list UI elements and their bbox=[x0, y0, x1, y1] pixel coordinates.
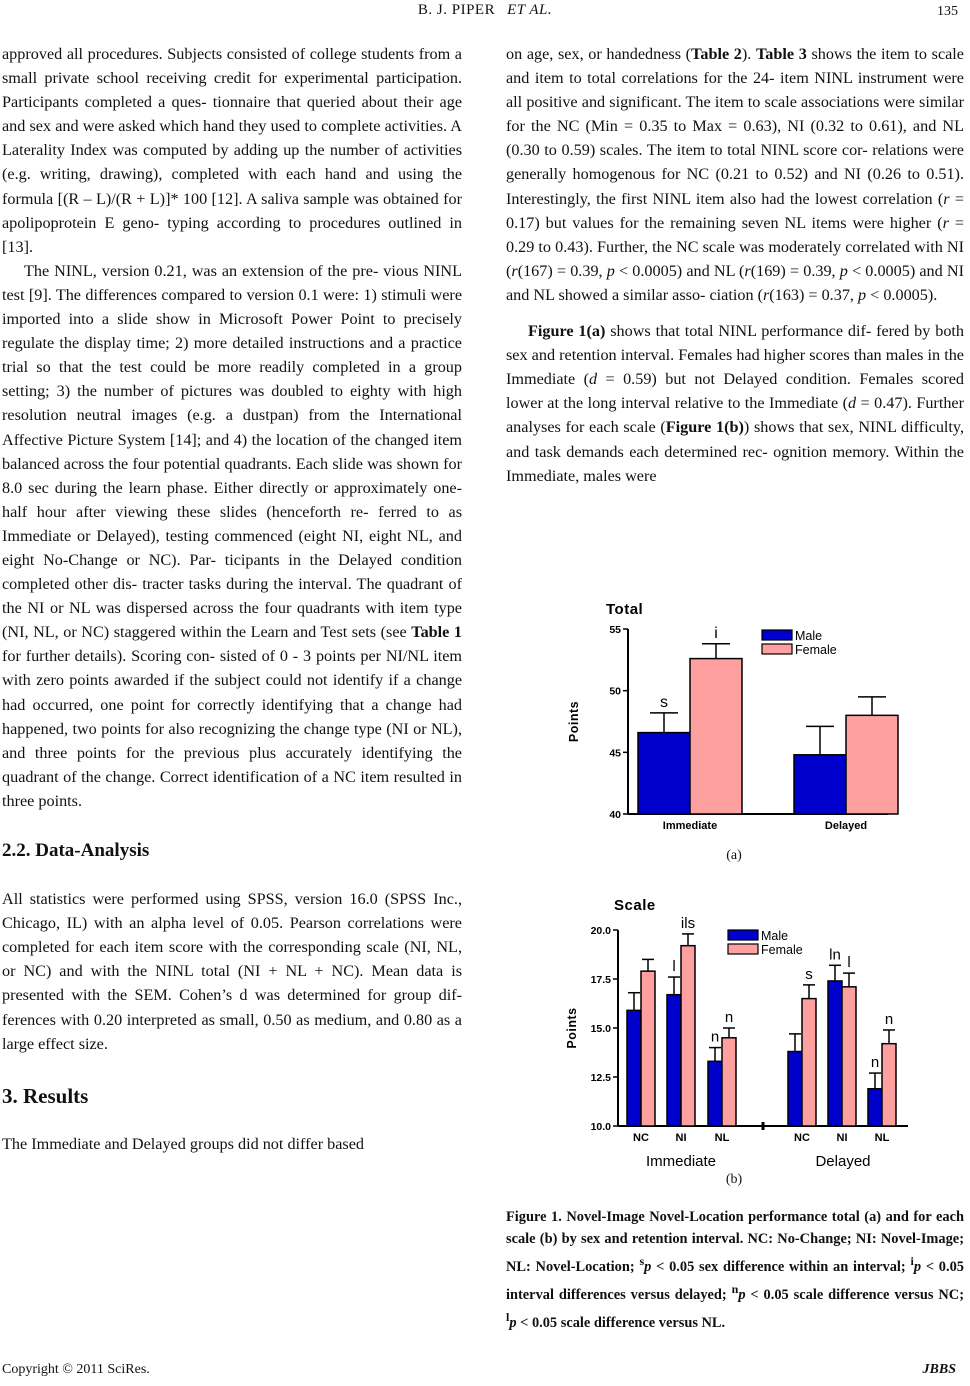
stat-symbol: r bbox=[942, 213, 949, 232]
figure-1b bbox=[550, 890, 920, 1175]
running-head bbox=[0, 2, 970, 19]
bar bbox=[788, 1052, 802, 1126]
paragraph-text: for further details). Scoring con- sisted of 0 - 3 points per NI/NL item with zero points awarded if the subject could not identify if a change had occurred, one point for correctly identifying that a change had happened, two points for also recognizing the change type (NI or NL), and three points for the previous plus accurately identifying the quadrant of the change. Correct identification of a NC item resulted in three points. bbox=[2, 647, 462, 810]
bar bbox=[627, 1010, 641, 1126]
bar bbox=[690, 659, 742, 814]
figure-1a-ref[interactable]: Figure 1(a) bbox=[528, 322, 606, 341]
section-heading-results: 3. Results bbox=[2, 1083, 89, 1108]
left-column bbox=[2, 42, 462, 1156]
x-tick-label: NC bbox=[633, 1132, 649, 1144]
stat-symbol: r bbox=[511, 261, 518, 280]
significance-marker: n bbox=[710, 1028, 720, 1046]
paragraph-text: shows the item to scale and item to total correlations for the 24- item NINL instrument were all positive and significant. The item to scale associations were similar for the NC (Min = 0.35 to Max = 0.63), NI (0.32 to 0.61), and NL (0.30 to 0.59) scales. The item to total NINL score cor- relations were generally homogenous for NC (0.21 to 0.52) and NI (0.26 to 0.51). Interestingly, the first NINL item also had the lowest correlation ( bbox=[506, 45, 964, 208]
paragraph-text: < 0.0005) and NL ( bbox=[614, 261, 745, 280]
caption-text: < 0.05 scale difference versus NC; bbox=[745, 1287, 964, 1304]
journal-name: JBBS bbox=[922, 1362, 956, 1377]
significance-marker: s bbox=[660, 693, 668, 711]
caption-italic: p bbox=[738, 1287, 746, 1304]
y-tick-label: 50 bbox=[609, 685, 621, 698]
caption-superscript: i bbox=[910, 1254, 914, 1269]
paragraph-statistics: All statistics were performed using SPSS, version 16.0 (SPSS Inc., Chicago, IL) with an alpha level of 0.05. Pearson correlations were completed for each item score with the corresponding scale (NI, NL, or NC) and with the NINL total (NI + NL + NC). Mean data is presented with the SEM. Cohen’s d was determined for group dif- ferences with 0.20 interpreted as small, 0.50 as medium, and 0.80 as a large effect size. bbox=[2, 890, 462, 1053]
running-head-authors: B. J. PIPER bbox=[417, 2, 496, 18]
bar bbox=[882, 1044, 896, 1126]
bar bbox=[641, 971, 655, 1126]
x-tick-label: NI bbox=[675, 1132, 687, 1144]
group-label: Immediate bbox=[645, 1153, 717, 1170]
page-header bbox=[0, 2, 970, 26]
significance-marker: ln bbox=[829, 946, 841, 964]
figure-1b-ref[interactable]: Figure 1(b) bbox=[665, 418, 744, 437]
legend-swatch bbox=[728, 930, 758, 940]
caption-text: < 0.05 sex difference within an interval; bbox=[651, 1259, 911, 1276]
table-2-ref[interactable]: Table 2 bbox=[691, 45, 742, 63]
significance-marker: n bbox=[870, 1054, 880, 1072]
bar bbox=[722, 1038, 736, 1126]
significance-marker: s bbox=[805, 965, 813, 983]
significance-marker: l bbox=[847, 954, 851, 972]
bar bbox=[708, 1061, 722, 1126]
y-axis-label: Points bbox=[565, 1007, 579, 1049]
stat-symbol: d bbox=[589, 370, 598, 389]
x-tick-label: Delayed bbox=[824, 820, 868, 832]
stat-symbol: r bbox=[943, 189, 950, 208]
y-tick-label: 45 bbox=[609, 747, 621, 760]
caption-superscript: s bbox=[639, 1254, 645, 1269]
x-tick-label: NL bbox=[714, 1132, 730, 1144]
chart-title: Scale bbox=[614, 897, 656, 914]
section-heading-data-analysis: 2.2. Data-Analysis bbox=[2, 840, 150, 861]
bar bbox=[802, 999, 816, 1126]
y-tick-label: 10.0 bbox=[590, 1121, 611, 1133]
legend-label: Female bbox=[795, 643, 837, 657]
stat-symbol: d bbox=[848, 394, 857, 413]
table-3-ref[interactable]: Table 3 bbox=[755, 45, 807, 63]
bar bbox=[842, 987, 856, 1126]
x-tick-label: NL bbox=[874, 1132, 890, 1144]
x-tick-label: NI bbox=[836, 1132, 848, 1144]
legend-swatch bbox=[762, 644, 792, 654]
panel-label-a: (a) bbox=[726, 848, 742, 863]
significance-marker: n bbox=[884, 1010, 894, 1028]
paragraph-text: The NINL, version 0.21, was an extension of the pre- vious NINL test [9]. The differences compared to version 0.1 were: 1) stimuli were imported into a slide show in Microsoft Power Point to precisely regulate the display time; 2) more detailed instructions and a practice trial so that the test could be more readily completed in a group setting; 3) the number of pictures was doubled to eighty with high resolution neutral images (e.g. a dustpan) from the International Affective Picture System [14]; and 4) the location of the changed item balanced across the four potential quadrants. Each slide was shown for 8.0 sec during the learn phase. Either directly or approximately one-half hour after viewing these slides (henceforth re- ferred to as Immediate or Delayed), testing commenced (eight NI, eight NL, and eight No-Change or NC). Par- ticipants in the Delayed condition completed other dis- tracter tasks during the interval. The quadrant of the NI or NL was dispersed across the four quadrants with item type (NI, NL, or NC) staggered within the Learn and Test sets (see bbox=[2, 261, 462, 642]
caption-text: Figure 1. Novel-Image Novel-Location performance total (a) and for each scale (b) by sex and retention interval. NC: No-Change; NI: Novel-Image; NL: Novel-Location; bbox=[506, 1209, 964, 1276]
bar bbox=[846, 715, 898, 814]
legend-label: Male bbox=[761, 929, 789, 943]
y-tick-label: 12.5 bbox=[590, 1072, 611, 1084]
stat-symbol: p bbox=[858, 285, 867, 304]
paragraph-procedures: approved all procedures. Subjects consisted of college students from a small private school receiving credit for experimental participation. Participants completed a ques- tionnaire that queried about their age and sex and were asked which hand they used to complete activities. A Laterality Index was computed by adding up the number of activities (e.g. writing, drawing), completed with each hand and using the formula [(R – L)/(R + L)]* 100 [12]. A saliva sample was obtained for apolipoprotein E geno- typing according to procedures outlined in [13]. bbox=[2, 45, 462, 256]
chart-title: Total bbox=[606, 601, 644, 618]
paragraph-text: = 0.59) but not Delayed condition. Females scored lower at the long interval relative to the Immediate ( bbox=[506, 370, 964, 413]
x-tick-label: Immediate bbox=[662, 820, 718, 832]
significance-marker: ils bbox=[680, 914, 696, 932]
caption-italic: p bbox=[644, 1259, 652, 1276]
paragraph-text: < 0.0005). bbox=[866, 285, 938, 304]
caption-italic: p bbox=[509, 1315, 517, 1332]
figure-1a bbox=[550, 592, 920, 845]
y-tick-label: 20.0 bbox=[590, 925, 611, 937]
paragraph-text: (163) = 0.37, bbox=[769, 285, 859, 304]
bar bbox=[794, 755, 846, 814]
paragraph-results-start: The Immediate and Delayed groups did not differ based bbox=[2, 1134, 365, 1153]
paragraph-text: (167) = 0.39, bbox=[517, 261, 607, 280]
paragraph-text: = 0.17) but values for the remaining seven NL items were higher ( bbox=[506, 189, 964, 232]
bar bbox=[868, 1089, 882, 1126]
paragraph-text: on age, sex, or handedness ( bbox=[506, 45, 692, 63]
x-tick-label: NC bbox=[794, 1132, 810, 1144]
legend-label: Male bbox=[795, 629, 823, 643]
legend-label: Female bbox=[761, 943, 803, 957]
page-number: 135 bbox=[937, 4, 958, 19]
y-tick-label: 15.0 bbox=[590, 1023, 611, 1035]
paragraph-text: ) shows that sex, NINL difficulty, and task demands each determined rec- ognition memory. Within the Immediate, males were bbox=[506, 418, 964, 485]
paragraph-ninl-version bbox=[2, 259, 462, 813]
panel-label-b: (b) bbox=[725, 1172, 743, 1187]
table-1-ref[interactable]: Table 1 bbox=[411, 623, 463, 642]
significance-marker: l bbox=[672, 958, 676, 976]
significance-marker: n bbox=[724, 1009, 734, 1026]
chart-total bbox=[550, 592, 920, 840]
paragraph-text: shows that total NINL performance dif- fered by both sex and retention interval. Females had higher scores than males in the Immediate ( bbox=[506, 322, 964, 389]
paragraph-text: < 0.0005) and NI and NL showed a similar asso- ciation ( bbox=[506, 261, 964, 304]
caption-text: < 0.05 interval differences versus delayed; bbox=[506, 1259, 964, 1304]
paragraph-correlations bbox=[506, 42, 964, 307]
paragraph-text: = 0.29 to 0.43). Further, the NC scale was moderately correlated with NI ( bbox=[506, 213, 964, 280]
running-head-et-al: ET AL. bbox=[507, 2, 553, 18]
caption-superscript: n bbox=[731, 1282, 739, 1297]
paragraph-text: = 0.47). Further analyses for each scale ( bbox=[506, 394, 964, 437]
figure-caption bbox=[506, 1206, 964, 1334]
bar bbox=[681, 946, 695, 1126]
paragraph-text: ). bbox=[741, 45, 756, 63]
stat-symbol: r bbox=[762, 285, 770, 304]
paragraph-figure-1 bbox=[506, 319, 964, 488]
stat-symbol: r bbox=[744, 261, 751, 280]
copyright: Copyright © 2011 SciRes. bbox=[2, 1362, 150, 1377]
y-tick-label: 55 bbox=[609, 624, 621, 636]
bar bbox=[667, 995, 681, 1126]
paragraph-text: (169) = 0.39, bbox=[750, 261, 840, 280]
legend-swatch bbox=[762, 630, 792, 640]
stat-symbol: p bbox=[606, 261, 615, 280]
y-tick-label: 17.5 bbox=[590, 974, 611, 986]
group-label: Delayed bbox=[815, 1153, 871, 1170]
bar bbox=[828, 981, 842, 1126]
caption-text: < 0.05 scale difference versus NL. bbox=[516, 1315, 726, 1332]
y-axis-label: Points bbox=[567, 700, 581, 743]
caption-superscript: l bbox=[506, 1310, 510, 1325]
caption-italic: p bbox=[913, 1259, 922, 1276]
y-tick-label: 40 bbox=[609, 809, 621, 821]
significance-marker: i bbox=[714, 624, 718, 642]
stat-symbol: p bbox=[839, 261, 848, 280]
bar bbox=[638, 733, 690, 814]
right-column bbox=[506, 42, 964, 488]
chart-scale bbox=[550, 890, 920, 1170]
legend-swatch bbox=[728, 944, 758, 954]
